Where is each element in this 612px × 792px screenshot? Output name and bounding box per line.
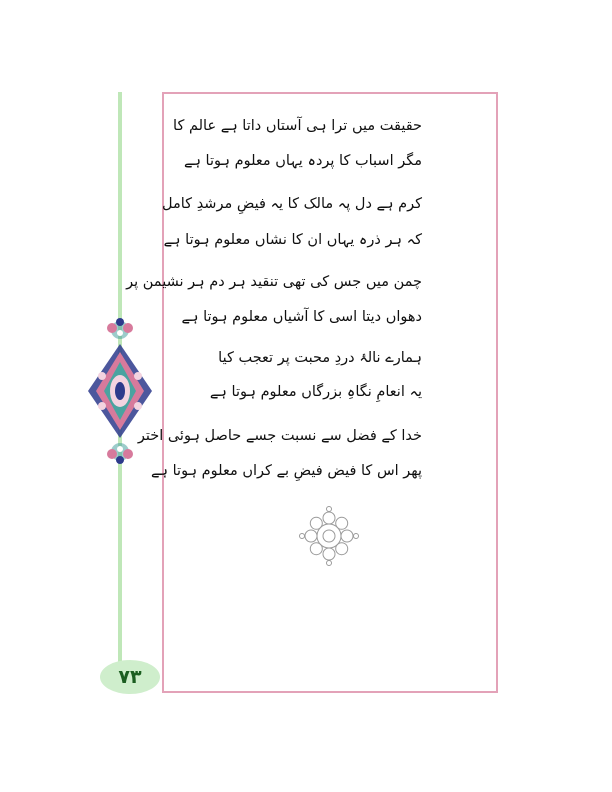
verse-1-line-1: حقیقت میں ترا ہی آستاں داتا ہے عالم کا <box>173 118 422 134</box>
verse-3-line-1: چمن میں جس کی تھی تنقید ہر دم ہر نشیمن پر <box>126 274 422 290</box>
verse-4-line-2: یہ انعامِ نگاہِ بزرگاں معلوم ہوتا ہے <box>209 384 422 400</box>
verse-4-line-1: ہمارے نالۂ دردِ محبت پر تعجب کیا <box>218 350 422 366</box>
verse-2-line-2: کہ ہر ذرہ یہاں ان کا نشاں معلوم ہوتا ہے <box>163 232 422 248</box>
verse-1-line-2: مگر اسباب کا پردہ یہاں معلوم ہوتا ہے <box>183 153 422 169</box>
verse-3-line-2: دھواں دیتا اسی کا آشیاں معلوم ہوتا ہے <box>181 309 422 325</box>
verse-5-line-1: خدا کے فضل سے نسبت جسے حاصل ہوئی اختر <box>137 428 422 444</box>
ornament-central-medallion <box>88 344 152 438</box>
verse-5-line-2: پھر اس کا فیض فیضِ بے کراں معلوم ہوتا ہے <box>151 463 422 479</box>
verse-2-line-1: کرم ہے دل پہ مالک کا یہ فیضِ مرشدِ کامل <box>162 196 422 212</box>
ornament-bottom-flower <box>107 443 133 464</box>
ornament-top-flower <box>107 318 133 339</box>
page-number-badge: ۷۳ <box>100 660 160 694</box>
rosette-ornament-icon <box>298 505 360 567</box>
